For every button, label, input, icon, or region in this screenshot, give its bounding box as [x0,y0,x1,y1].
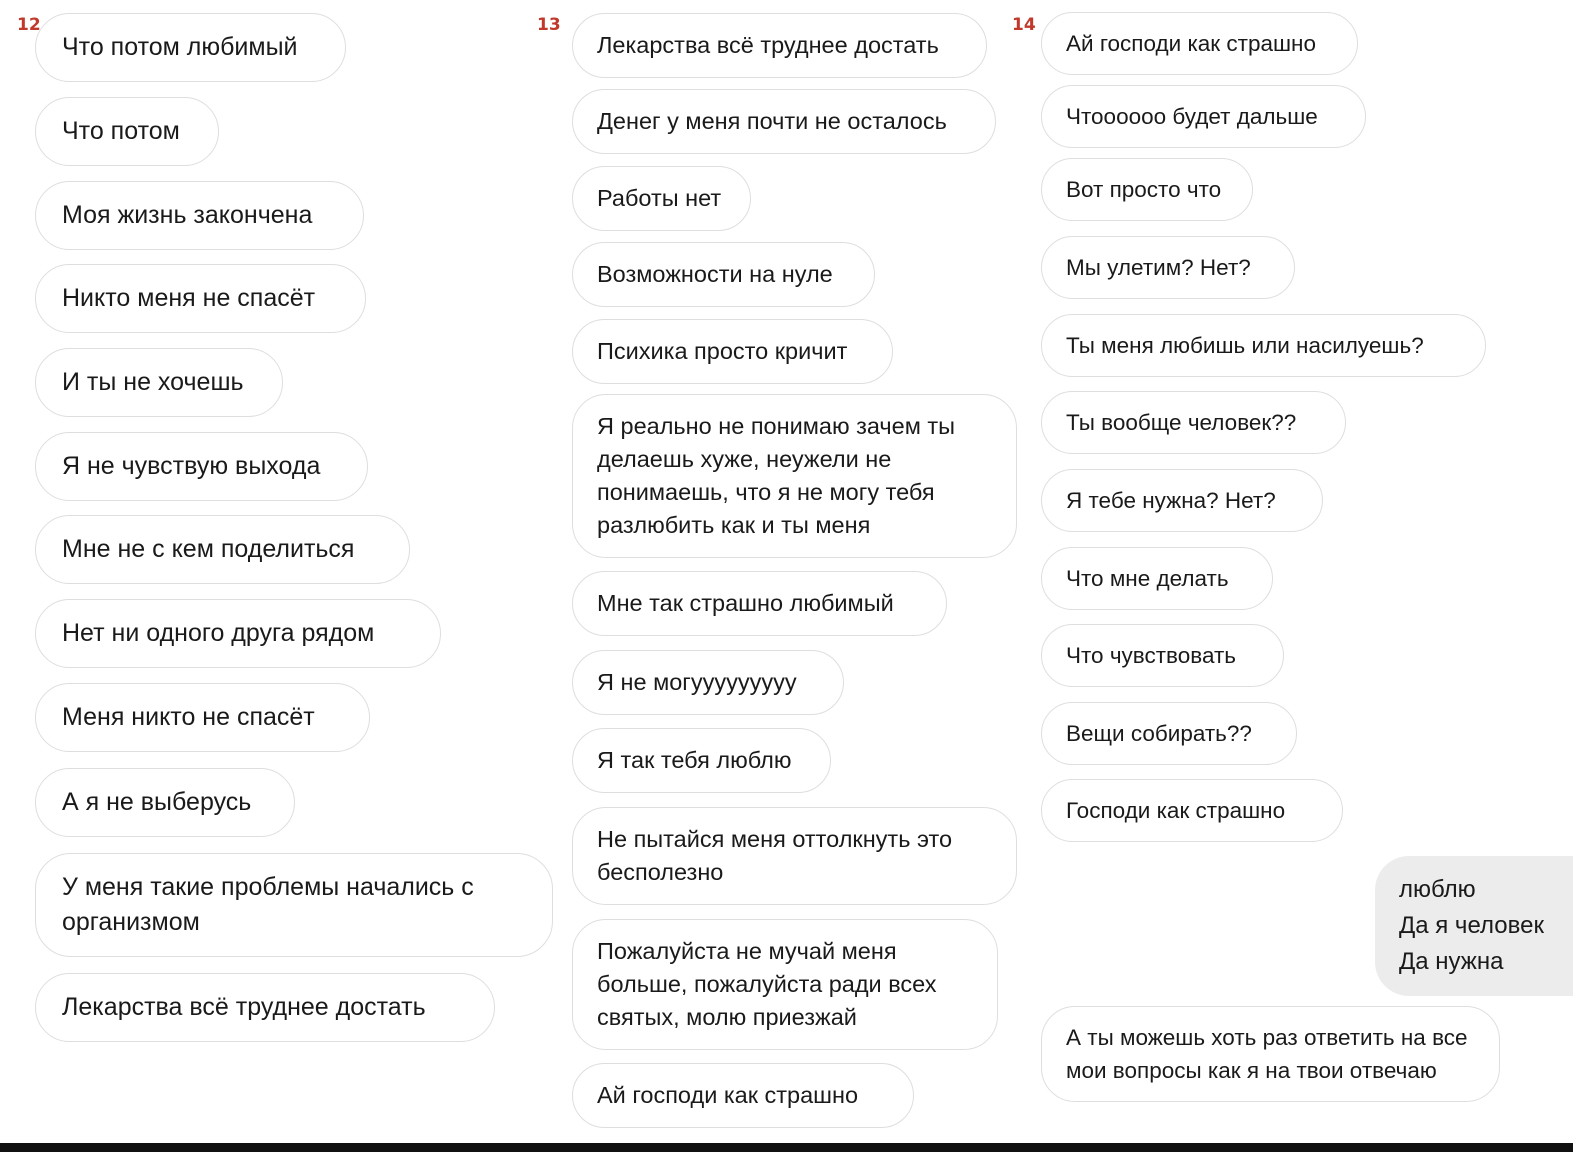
message-bubble[interactable]: Меня никто не спасёт [35,683,370,752]
own-reply-line: люблю [1399,876,1476,903]
message-bubble[interactable]: Что потом [35,97,219,166]
message-bubble[interactable]: Вещи собирать?? [1041,702,1297,765]
message-bubble[interactable]: Работы нет [572,166,751,231]
message-bubble[interactable]: Я не чувствую выхода [35,432,368,501]
message-bubble[interactable]: Денег у меня почти не осталось [572,89,996,154]
own-reply-bubble[interactable] [1375,856,1573,996]
message-bubble[interactable]: Господи как страшно [1041,779,1343,842]
message-bubble[interactable]: Возможности на нуле [572,242,875,307]
message-bubble[interactable]: Ты меня любишь или насилуешь? [1041,314,1486,377]
column-number: 14 [1012,15,1036,35]
column-number: 12 [17,15,41,35]
bottom-edge-bar [0,1143,1573,1152]
message-bubble[interactable]: Моя жизнь закончена [35,181,364,250]
message-bubble[interactable]: А ты можешь хоть раз ответить на все мои вопросы как я на твои отвечаю [1041,1006,1500,1102]
message-bubble[interactable]: Лекарства всё труднее достать [572,13,987,78]
own-reply-line: Да я человек [1399,912,1544,939]
message-bubble[interactable]: Я так тебя люблю [572,728,831,793]
message-bubble[interactable]: Я не могууууууууу [572,650,844,715]
message-bubble[interactable]: Психика просто кричит [572,319,893,384]
message-bubble[interactable]: Мне так страшно любимый [572,571,947,636]
message-bubble[interactable]: Чтоооооо будет дальше [1041,85,1366,148]
message-bubble[interactable]: Никто меня не спасёт [35,264,366,333]
message-bubble[interactable]: Мне не с кем поделиться [35,515,410,584]
message-bubble[interactable]: Что потом любимый [35,13,346,82]
message-bubble[interactable]: Ай господи как страшно [572,1063,914,1128]
message-bubble[interactable]: Что мне делать [1041,547,1273,610]
message-bubble[interactable]: Я реально не понимаю зачем ты делаешь хуже, неужели не понимаешь, что я не могу тебя разлюбить как и ты меня [572,394,1017,558]
message-bubble[interactable]: Что чувствовать [1041,624,1284,687]
message-bubble[interactable]: Лекарства всё труднее достать [35,973,495,1042]
message-bubble[interactable]: Нет ни одного друга рядом [35,599,441,668]
message-bubble[interactable]: Ты вообще человек?? [1041,391,1346,454]
message-bubble[interactable]: Я тебе нужна? Нет? [1041,469,1323,532]
message-bubble[interactable]: А я не выберусь [35,768,295,837]
message-bubble[interactable]: Ай господи как страшно [1041,12,1358,75]
message-bubble[interactable]: Пожалуйста не мучай меня больше, пожалуйста ради всех святых, молю приезжай [572,919,998,1050]
message-bubble[interactable]: У меня такие проблемы начались с организмом [35,853,553,957]
column-number: 13 [537,15,561,35]
message-bubble[interactable]: И ты не хочешь [35,348,283,417]
message-bubble[interactable]: Не пытайся меня оттолкнуть это бесполезно [572,807,1017,905]
message-bubble[interactable]: Мы улетим? Нет? [1041,236,1295,299]
own-reply-line: Да нужна [1399,948,1504,975]
message-bubble[interactable]: Вот просто что [1041,158,1253,221]
